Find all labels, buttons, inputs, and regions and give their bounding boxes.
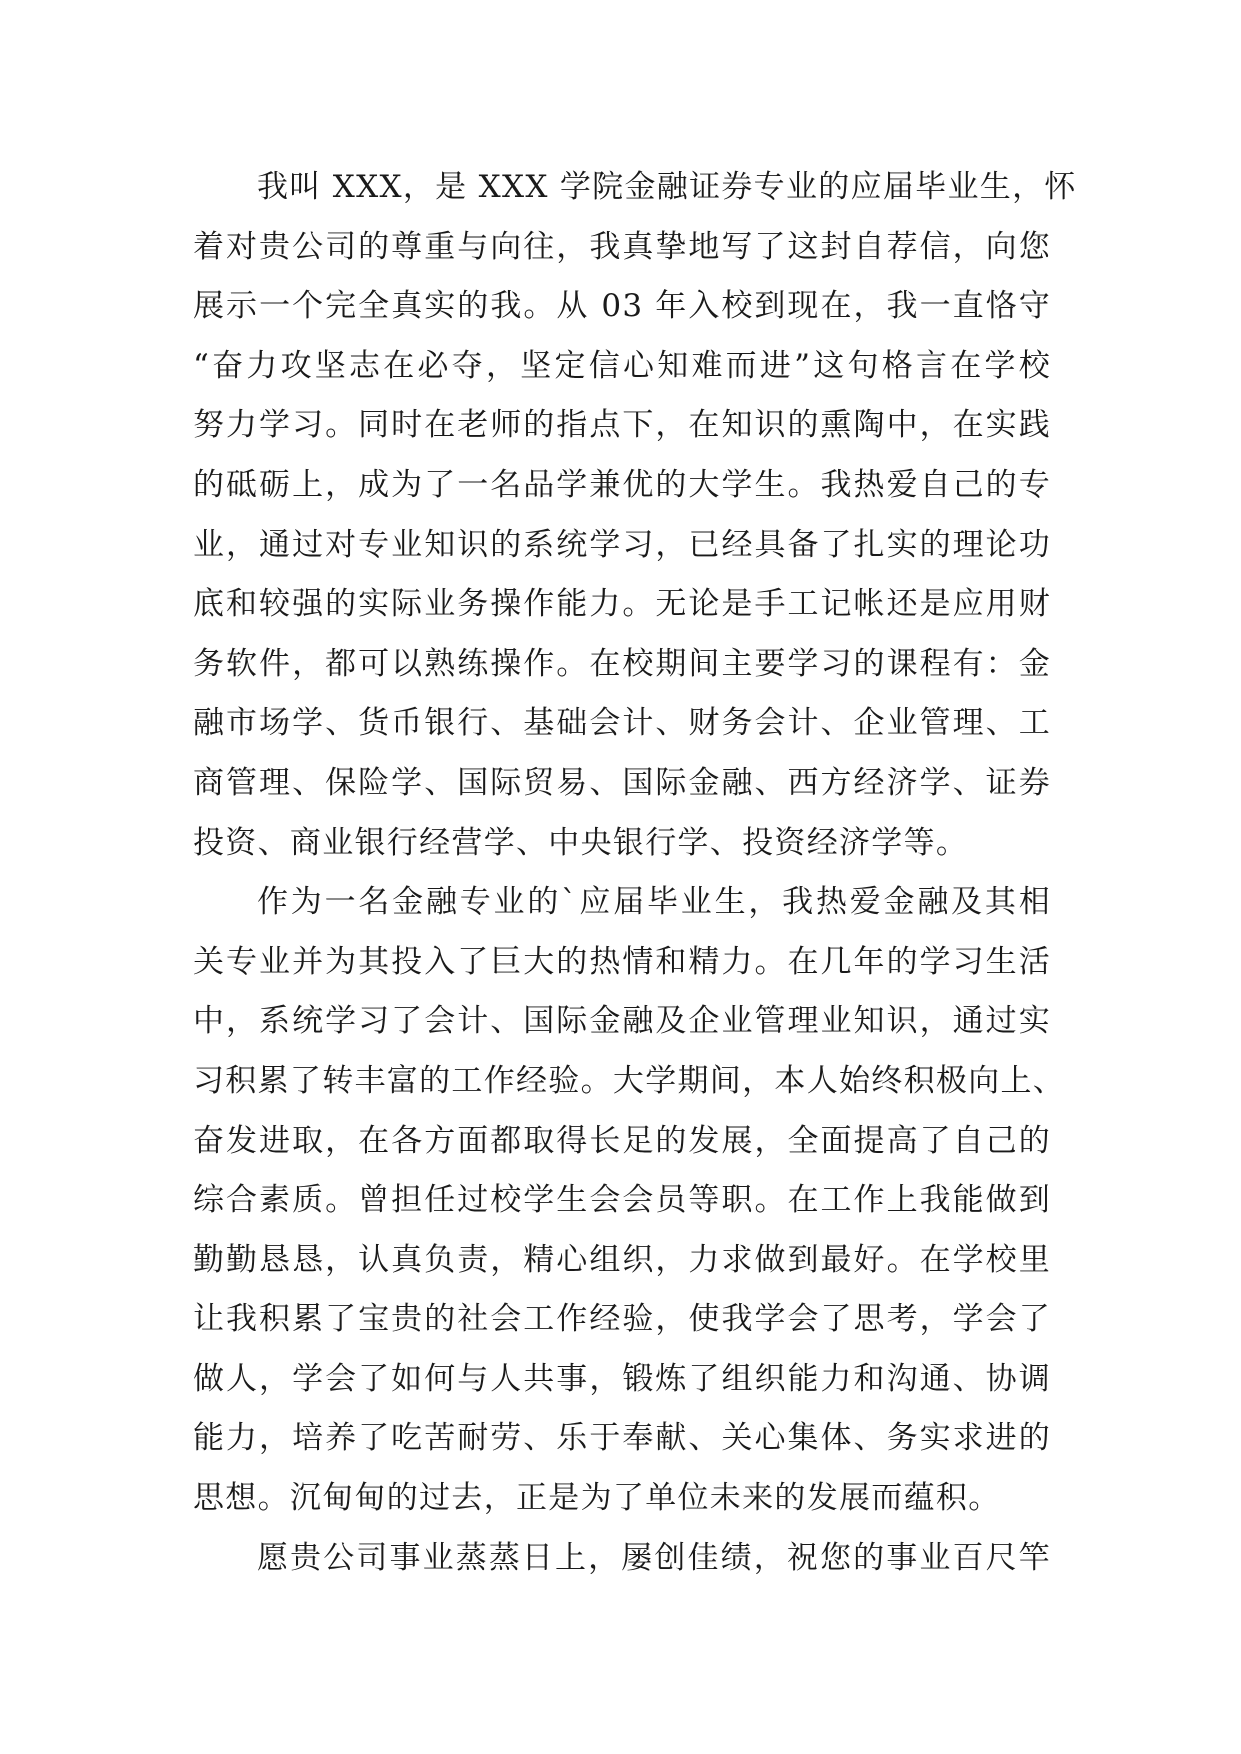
paragraph-1-line-7: 业，通过对专业知识的系统学习，已经具备了扎实的理论功 (193, 526, 1051, 563)
paragraph-1-line-9: 务软件，都可以熟练操作。在校期间主要学习的课程有：金 (193, 645, 1051, 682)
paragraph-2-line-5: 奋发进取，在各方面都取得长足的发展，全面提高了自己的 (193, 1122, 1051, 1159)
paragraph-1-line-5: 努力学习。同时在老师的指点下，在知识的熏陶中，在实践 (193, 407, 1051, 444)
paragraph-1-line-3: 展示一个完全真实的我。从 03 年入校到现在，我一直恪守 (193, 288, 1051, 325)
paragraph-1-line-4: “奋力攻坚志在必夺，坚定信心知难而进”这句格言在学校 (193, 347, 1051, 384)
paragraph-2-line-2: 关专业并为其投入了巨大的热情和精力。在几年的学习生活 (193, 943, 1051, 980)
paragraph-1-line-1: 我叫 XXX，是 XXX 学院金融证券专业的应届毕业生，怀 (257, 169, 1077, 205)
paragraph-2-line-9: 做人，学会了如何与人共事，锻炼了组织能力和沟通、协调 (193, 1360, 1051, 1397)
paragraph-1-line-11: 商管理、保险学、国际贸易、国际金融、西方经济学、证券 (193, 764, 1051, 801)
paragraph-1-line-10: 融市场学、货币银行、基础会计、财务会计、企业管理、工 (193, 705, 1051, 742)
paragraph-2-line-8: 让我积累了宝贵的社会工作经验，使我学会了思考，学会了 (193, 1301, 1051, 1338)
paragraph-2-line-6: 综合素质。曾担任过校学生会会员等职。在工作上我能做到 (193, 1182, 1051, 1219)
paragraph-2-line-11: 思想。沉甸甸的过去，正是为了单位未来的发展而蕴积。 (193, 1480, 1001, 1517)
paragraph-2-line-1: 作为一名金融专业的`应届毕业生，我热爱金融及其相 (257, 884, 1051, 921)
paragraph-1-line-2: 着对贵公司的尊重与向往，我真挚地写了这封自荐信，向您 (193, 228, 1051, 265)
paragraph-2-line-3: 中，系统学习了会计、国际金融及企业管理业知识，通过实 (193, 1003, 1051, 1040)
paragraph-1-line-8: 底和较强的实际业务操作能力。无论是手工记帐还是应用财 (193, 586, 1051, 623)
letter-body (193, 158, 1077, 1588)
paragraph-1-line-6: 的砥砺上，成为了一名品学兼优的大学生。我热爱自己的专 (193, 466, 1051, 503)
paragraph-3-line-1: 愿贵公司事业蒸蒸日上，屡创佳绩，祝您的事业百尺竿 (257, 1539, 1051, 1576)
paragraph-1-line-12: 投资、商业银行经营学、中央银行学、投资经济学等。 (193, 824, 969, 861)
paragraph-2-line-7: 勤勤恳恳，认真负责，精心组织，力求做到最好。在学校里 (193, 1241, 1051, 1278)
paragraph-2-line-10: 能力，培养了吃苦耐劳、乐于奉献、关心集体、务实求进的 (193, 1420, 1051, 1457)
paragraph-2-line-4: 习积累了转丰富的工作经验。大学期间，本人始终积极向上、 (193, 1062, 1066, 1099)
